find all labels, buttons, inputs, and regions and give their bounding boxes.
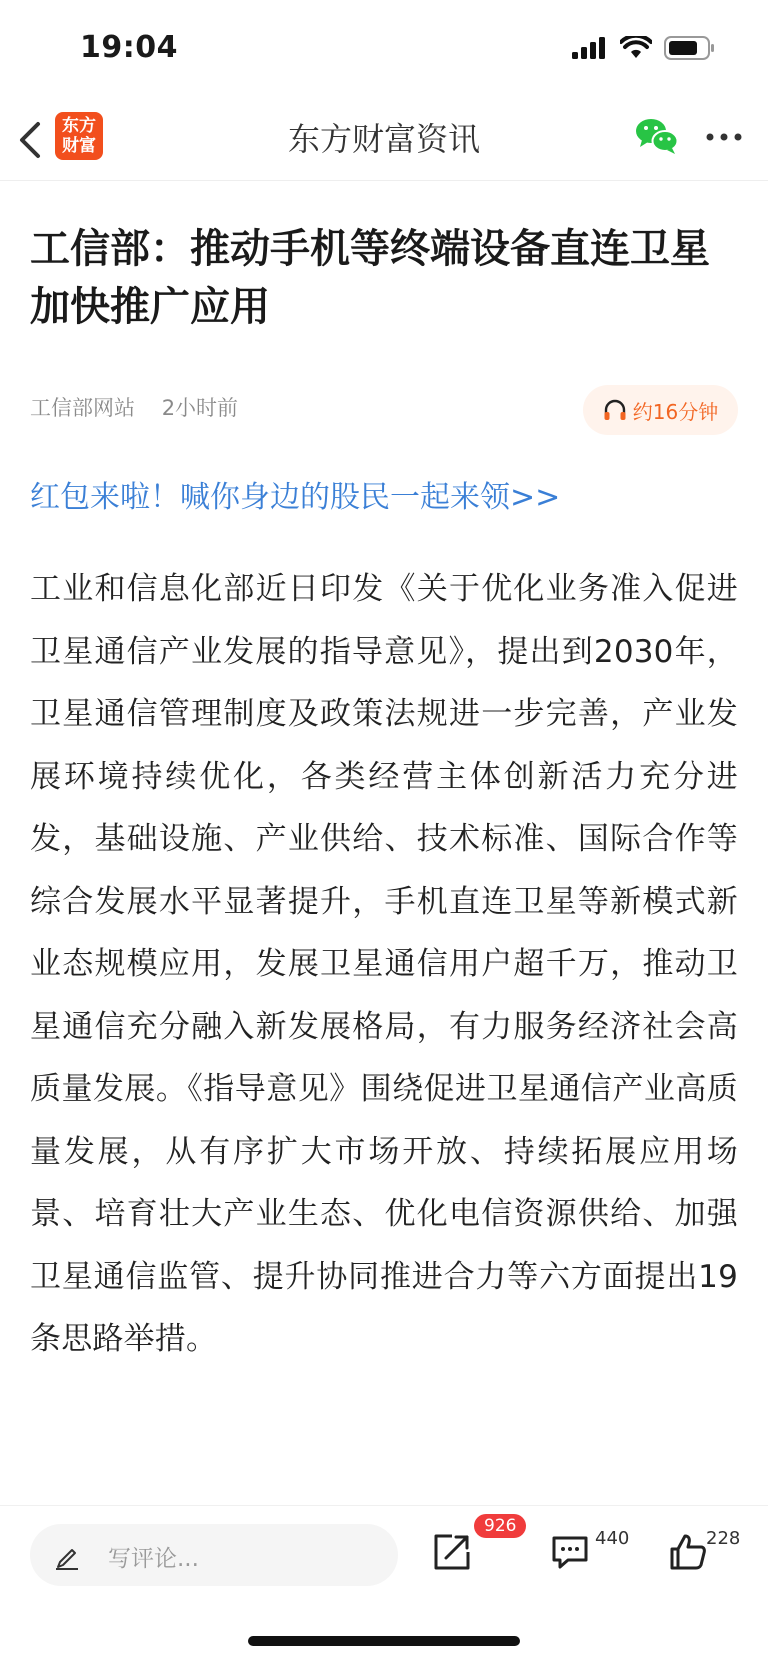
back-icon [16, 118, 46, 162]
comment-count: 440 [595, 1528, 630, 1549]
article-time: 2小时前 [161, 396, 239, 420]
comment-placeholder: 写评论... [108, 1546, 199, 1572]
battery-icon [664, 36, 716, 60]
pen-icon [54, 1542, 80, 1570]
nav-bar [0, 100, 768, 181]
article-source: 工信部网站 [30, 396, 135, 420]
article-body: 工业和信息化部近日印发《关于优化业务准入促进卫星通信产业发展的指导意见》，提出到2030年，卫星通信管理制度及政策法规进一步完善，产业发展环境持续优化，各类经营主体创新活力充分进发，基础设施、产业供给、技术标准、国际合作等综合发展水平显著提升，手机直连卫星等新模式新业态规模应用，发展卫星通信用户超千万，推动卫星通信充分融入新发展格局，有力服务经济社会高质量发展。《指导意见》围绕促进卫星通信产业高质量发展，从有序扩大市场开放、持续拓展应用场景、培育壮大产业生态、优化电信资源供给、加强卫星通信监管、提升协同推进合力等六方面提出19条思路举措。 [30, 571, 738, 1357]
wifi-icon [620, 36, 652, 60]
brand-logo-line2: 财富 [62, 136, 96, 156]
like-icon [668, 1532, 708, 1572]
share-count-badge: 926 [474, 1514, 526, 1538]
home-indicator [248, 1636, 520, 1646]
more-icon [706, 122, 742, 152]
article-title: 工信部：推动手机等终端设备直连卫星加快推广应用 [30, 226, 710, 330]
comments-button[interactable] [550, 1532, 600, 1582]
nav-title: 东方财富资讯 [287, 120, 480, 158]
like-count: 228 [706, 1528, 741, 1549]
share-button[interactable] [432, 1532, 482, 1582]
listen-audio-button[interactable] [583, 385, 738, 435]
listen-duration: 约16分钟 [632, 399, 719, 424]
comment-input[interactable] [30, 1524, 398, 1586]
status-time: 19:04 [80, 30, 178, 65]
red-packet-promo-link[interactable]: 红包来啦！喊你身边的股民一起来领>> [30, 480, 561, 515]
status-icons [572, 36, 716, 60]
bottom-action-bar [0, 1505, 768, 1606]
back-button[interactable] [16, 118, 56, 162]
wechat-icon [635, 116, 679, 156]
brand-logo[interactable] [55, 112, 103, 160]
wechat-share-button[interactable] [635, 116, 679, 156]
headphones-icon [603, 399, 627, 421]
cellular-signal-icon [572, 37, 608, 59]
comment-icon [550, 1532, 590, 1572]
article-meta [30, 392, 238, 422]
status-bar [0, 0, 768, 100]
share-icon [432, 1532, 472, 1572]
brand-logo-line1: 东方 [62, 116, 96, 136]
more-options-button[interactable] [706, 122, 746, 152]
